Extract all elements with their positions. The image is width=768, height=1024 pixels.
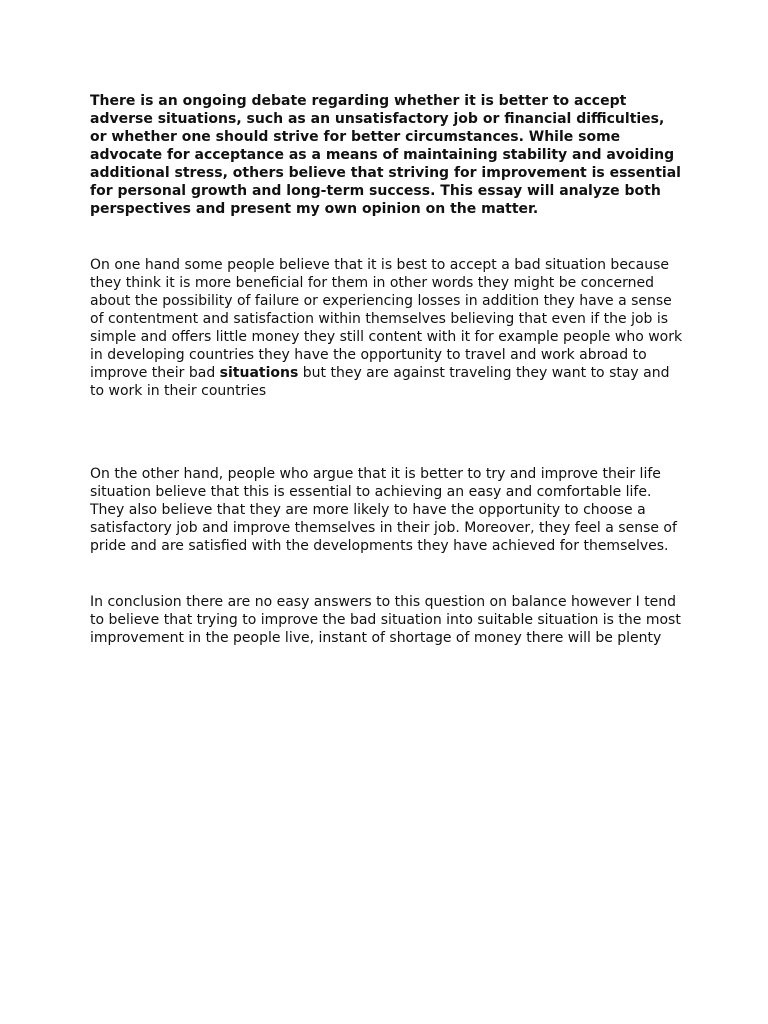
body-paragraph-1 <box>90 256 690 400</box>
intro-paragraph: There is an ongoing debate regarding whether it is better to accept adverse situations, such as an unsatisfactory job or financial difficulties, or whether one should strive for better circumstances. While some advocate for acceptance as a means of maintaining stability and avoiding additional stress, others believe that striving for improvement is essential for personal growth and long-term success. This essay will analyze both perspectives and present my own opinion on the matter. <box>90 93 681 217</box>
body-paragraph-2: On the other hand, people who argue that it is better to try and improve their life situation believe that this is essential to achieving an easy and comfortable life. They also believe that they are more likely to have the opportunity to choose a satisfactory job and improve themselves in their job. Moreover, they feel a sense of pride and are satisfied with the developments they have achieved for themselves. <box>90 466 677 554</box>
paragraph-1-text-start: On one hand some people believe that it is best to accept a bad situation because they think it is more beneficial for them in other words they might be concerned about the possibility of failure or experiencing losses in addition they have a sense of contentment and satisfaction within themselves believing that even if the job is simple and offers little money they still content with it for example people who work in developing countries they have the opportunity to travel and work abroad to improve their bad <box>90 257 683 381</box>
paragraph-1-bold-word: situations <box>219 365 299 381</box>
conclusion-paragraph: In conclusion there are no easy answers to this question on balance however I tend to believe that trying to improve the bad situation into suitable situation is the most improvement in the people live, instant of shortage of money there will be plenty <box>90 594 681 646</box>
paragraph-1-text-end: but they are against traveling they want to stay and to work in their countries <box>90 365 670 399</box>
